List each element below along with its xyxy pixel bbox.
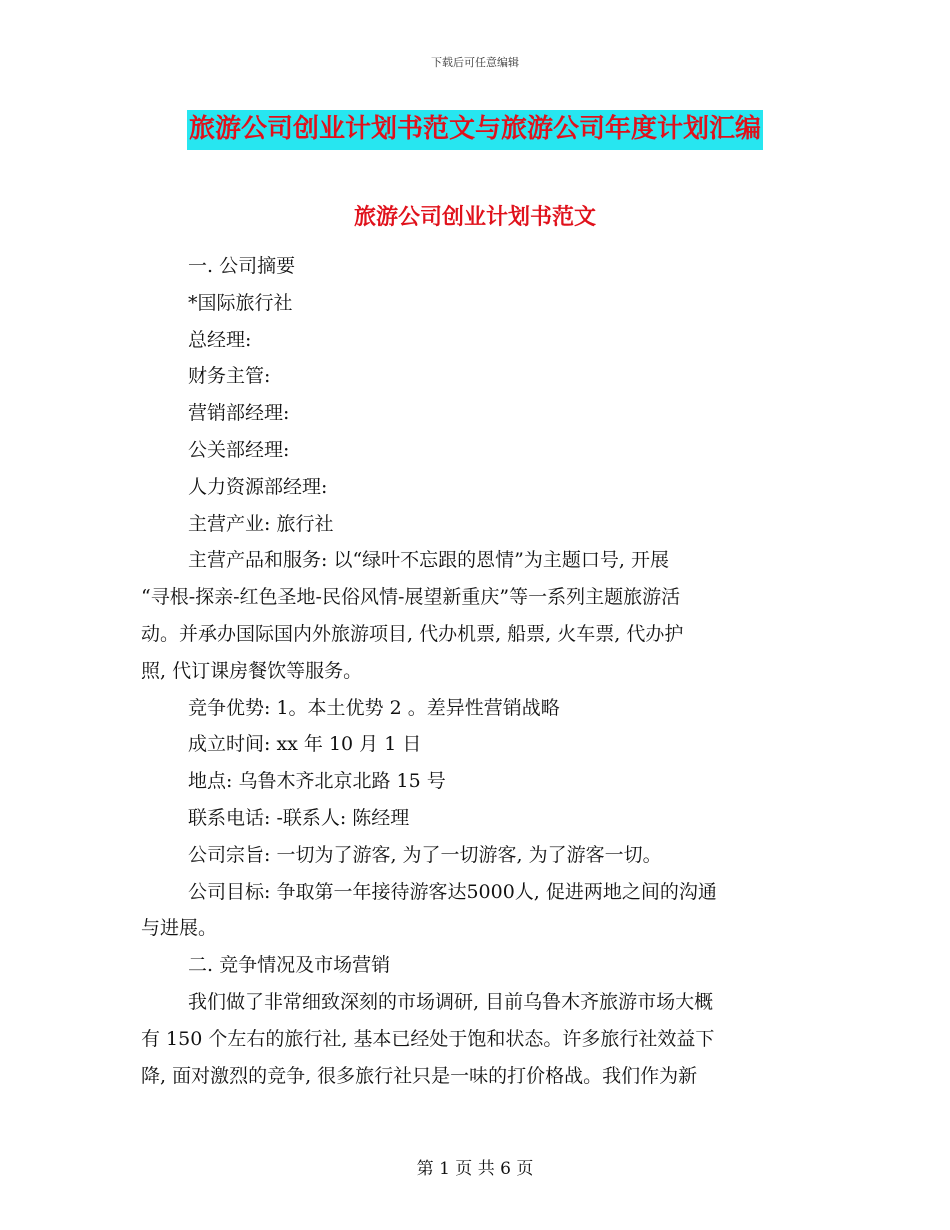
heading-company-summary: 一. 公司摘要 [188, 255, 296, 277]
section-title: 旅游公司创业计划书范文 [353, 204, 596, 230]
field-founded-date: 成立时间: xx 年 10 月 1 日 [188, 733, 422, 756]
field-marketing-manager: 营销部经理: [188, 402, 290, 425]
field-competitive-advantage: 竞争优势: 1。本土优势 2 。差异性营销战略 [188, 696, 560, 719]
paragraph-line: 有 150 个左右的旅行社, 基本已经处于饱和状态。许多旅行社效益下 [141, 1027, 715, 1050]
paragraph-line: 照, 代订课房餐饮等服务。 [141, 659, 363, 682]
document-body [141, 248, 805, 1094]
paragraph-line: “寻根-探亲-红色圣地-民俗风情-展望新重庆”等一系列主题旅游活 [141, 586, 681, 609]
paragraph-line: 与进展。 [141, 917, 218, 940]
field-general-manager: 总经理: [188, 328, 252, 351]
field-location: 地点: 乌鲁木齐北京北路 15 号 [188, 770, 446, 793]
field-main-industry: 主营产业: 旅行社 [188, 512, 334, 535]
heading-competition-marketing: 二. 竞争情况及市场营销 [188, 954, 391, 977]
paragraph-line: 主营产品和服务: 以“绿叶不忘跟的恩情”为主题口号, 开展 [188, 549, 669, 572]
field-hr-manager: 人力资源部经理: [188, 475, 328, 498]
field-company-goal: 公司目标: 争取第一年接待游客达5000人, 促进两地之间的沟通 [188, 880, 717, 903]
field-finance-supervisor: 财务主管: [188, 365, 271, 388]
field-pr-manager: 公关部经理: [188, 438, 290, 461]
page-footer: 第 1 页 共 6 页 [416, 1159, 534, 1179]
main-title-container [0, 110, 950, 150]
page-header: 下载后可任意编辑 [431, 56, 519, 69]
company-name: *国际旅行社 [188, 291, 293, 314]
field-contact: 联系电话: -联系人: 陈经理 [188, 806, 410, 829]
main-title: 旅游公司创业计划书范文与旅游公司年度计划汇编 [187, 110, 763, 150]
paragraph-line: 降, 面对激烈的竞争, 很多旅行社只是一味的打价格战。我们作为新 [141, 1064, 698, 1087]
field-company-purpose: 公司宗旨: 一切为了游客, 为了一切游客, 为了游客一切。 [188, 843, 662, 866]
paragraph-line: 我们做了非常细致深刻的市场调研, 目前乌鲁木齐旅游市场大概 [188, 990, 714, 1013]
paragraph-line: 动。并承办国际国内外旅游项目, 代办机票, 船票, 火车票, 代办护 [141, 622, 684, 645]
